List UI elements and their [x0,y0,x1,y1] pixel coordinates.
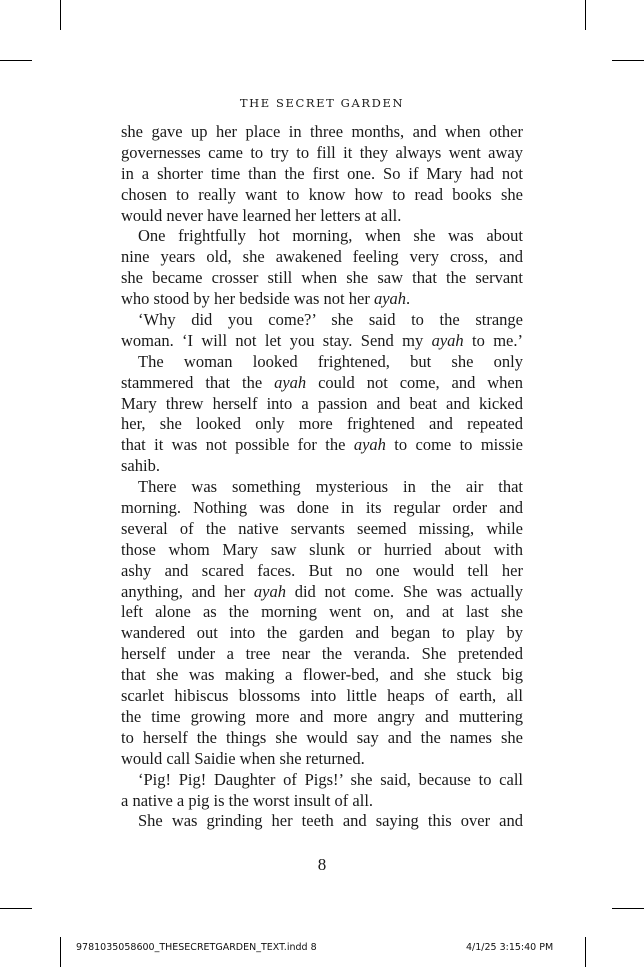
text-line: would call Saidie when she returned. [121,748,365,768]
text-line: There was something mysterious in the air that [138,477,523,497]
text-line: the time growing more and more angry and muttering [121,706,523,726]
text-line: governesses came to try to fill it they always went away [121,142,523,162]
text-line: to herself the things she would say and the names she [121,727,523,747]
text-line: those whom Mary saw slunk or hurried about with [121,539,523,559]
text-line: ashy and scared faces. But no one would tell her [121,560,523,580]
slug-file-info: 9781035058600_THESECRETGARDEN_TEXT.indd 8 [76,942,317,953]
text-line: stammered that the ayah could not come, and when [121,372,523,392]
italic-term: ayah [253,581,286,601]
crop-mark-left-lower [0,908,32,909]
text-line: would never have learned her letters at all. [121,205,402,225]
text-line: a native a pig is the worst insult of all. [121,790,374,810]
text-line: morning. Nothing was done in its regular order and [121,498,523,518]
text-line: her, she looked only more frightened and repeated [121,414,523,434]
text-line: in a shorter time than the first one. So if Mary had not [121,163,523,183]
text-line: that she was making a flower-bed, and she stuck big [121,665,523,685]
body-text [121,122,523,832]
text-line: herself under a tree near the veranda. She pretended [121,644,523,664]
text-line: The woman looked frightened, but she only [138,351,523,371]
italic-term: ayah [353,435,386,455]
crop-mark-bottom-left [60,937,61,967]
italic-term: ayah [373,289,407,309]
crop-mark-top-left [60,0,61,30]
crop-mark-right-upper [612,60,644,61]
text-line: wandered out into the garden and began to play by [121,623,523,643]
slug-timestamp: 4/1/25 3:15:40 PM [466,942,554,953]
text-line: She was grinding her teeth and saying this over and [138,811,523,831]
text-line: ‘Why did you come?’ she said to the strange [138,310,523,330]
text-line: chosen to really want to know how to read books she [121,184,523,204]
text-line: scarlet hibiscus blossoms into little heaps of earth, all [121,686,523,706]
text-line: sahib. [121,456,160,476]
text-line: left alone as the morning went on, and at last she [121,602,523,622]
text-line: that it was not possible for the ayah to come to missie [121,435,523,455]
text-line: nine years old, she awakened feeling very cross, and [121,247,523,267]
text-line: who stood by her bedside was not her ayah. [121,289,411,309]
text-line: she gave up her place in three months, and when other [121,122,523,141]
crop-mark-top-right [585,0,586,30]
text-line: Mary threw herself into a passion and beat and kicked [121,393,523,413]
text-line: One frightfully hot morning, when she was about [138,226,523,246]
crop-mark-right-lower [612,908,644,909]
running-head: THE SECRET GARDEN [239,96,405,110]
italic-term: ayah [431,330,464,350]
text-line: anything, and her ayah did not come. She was actually [121,581,523,601]
page-number: 8 [317,855,327,874]
crop-mark-bottom-right [585,937,586,967]
text-line: several of the native servants seemed missing, while [121,518,523,538]
text-line: she became crosser still when she saw that the servant [121,268,523,288]
text-line: ‘Pig! Pig! Daughter of Pigs!’ she said, because to call [138,769,523,789]
italic-term: ayah [274,372,307,392]
crop-mark-left-upper [0,60,32,61]
text-line: woman. ‘I will not let you stay. Send my ayah to me.’ [121,330,523,350]
